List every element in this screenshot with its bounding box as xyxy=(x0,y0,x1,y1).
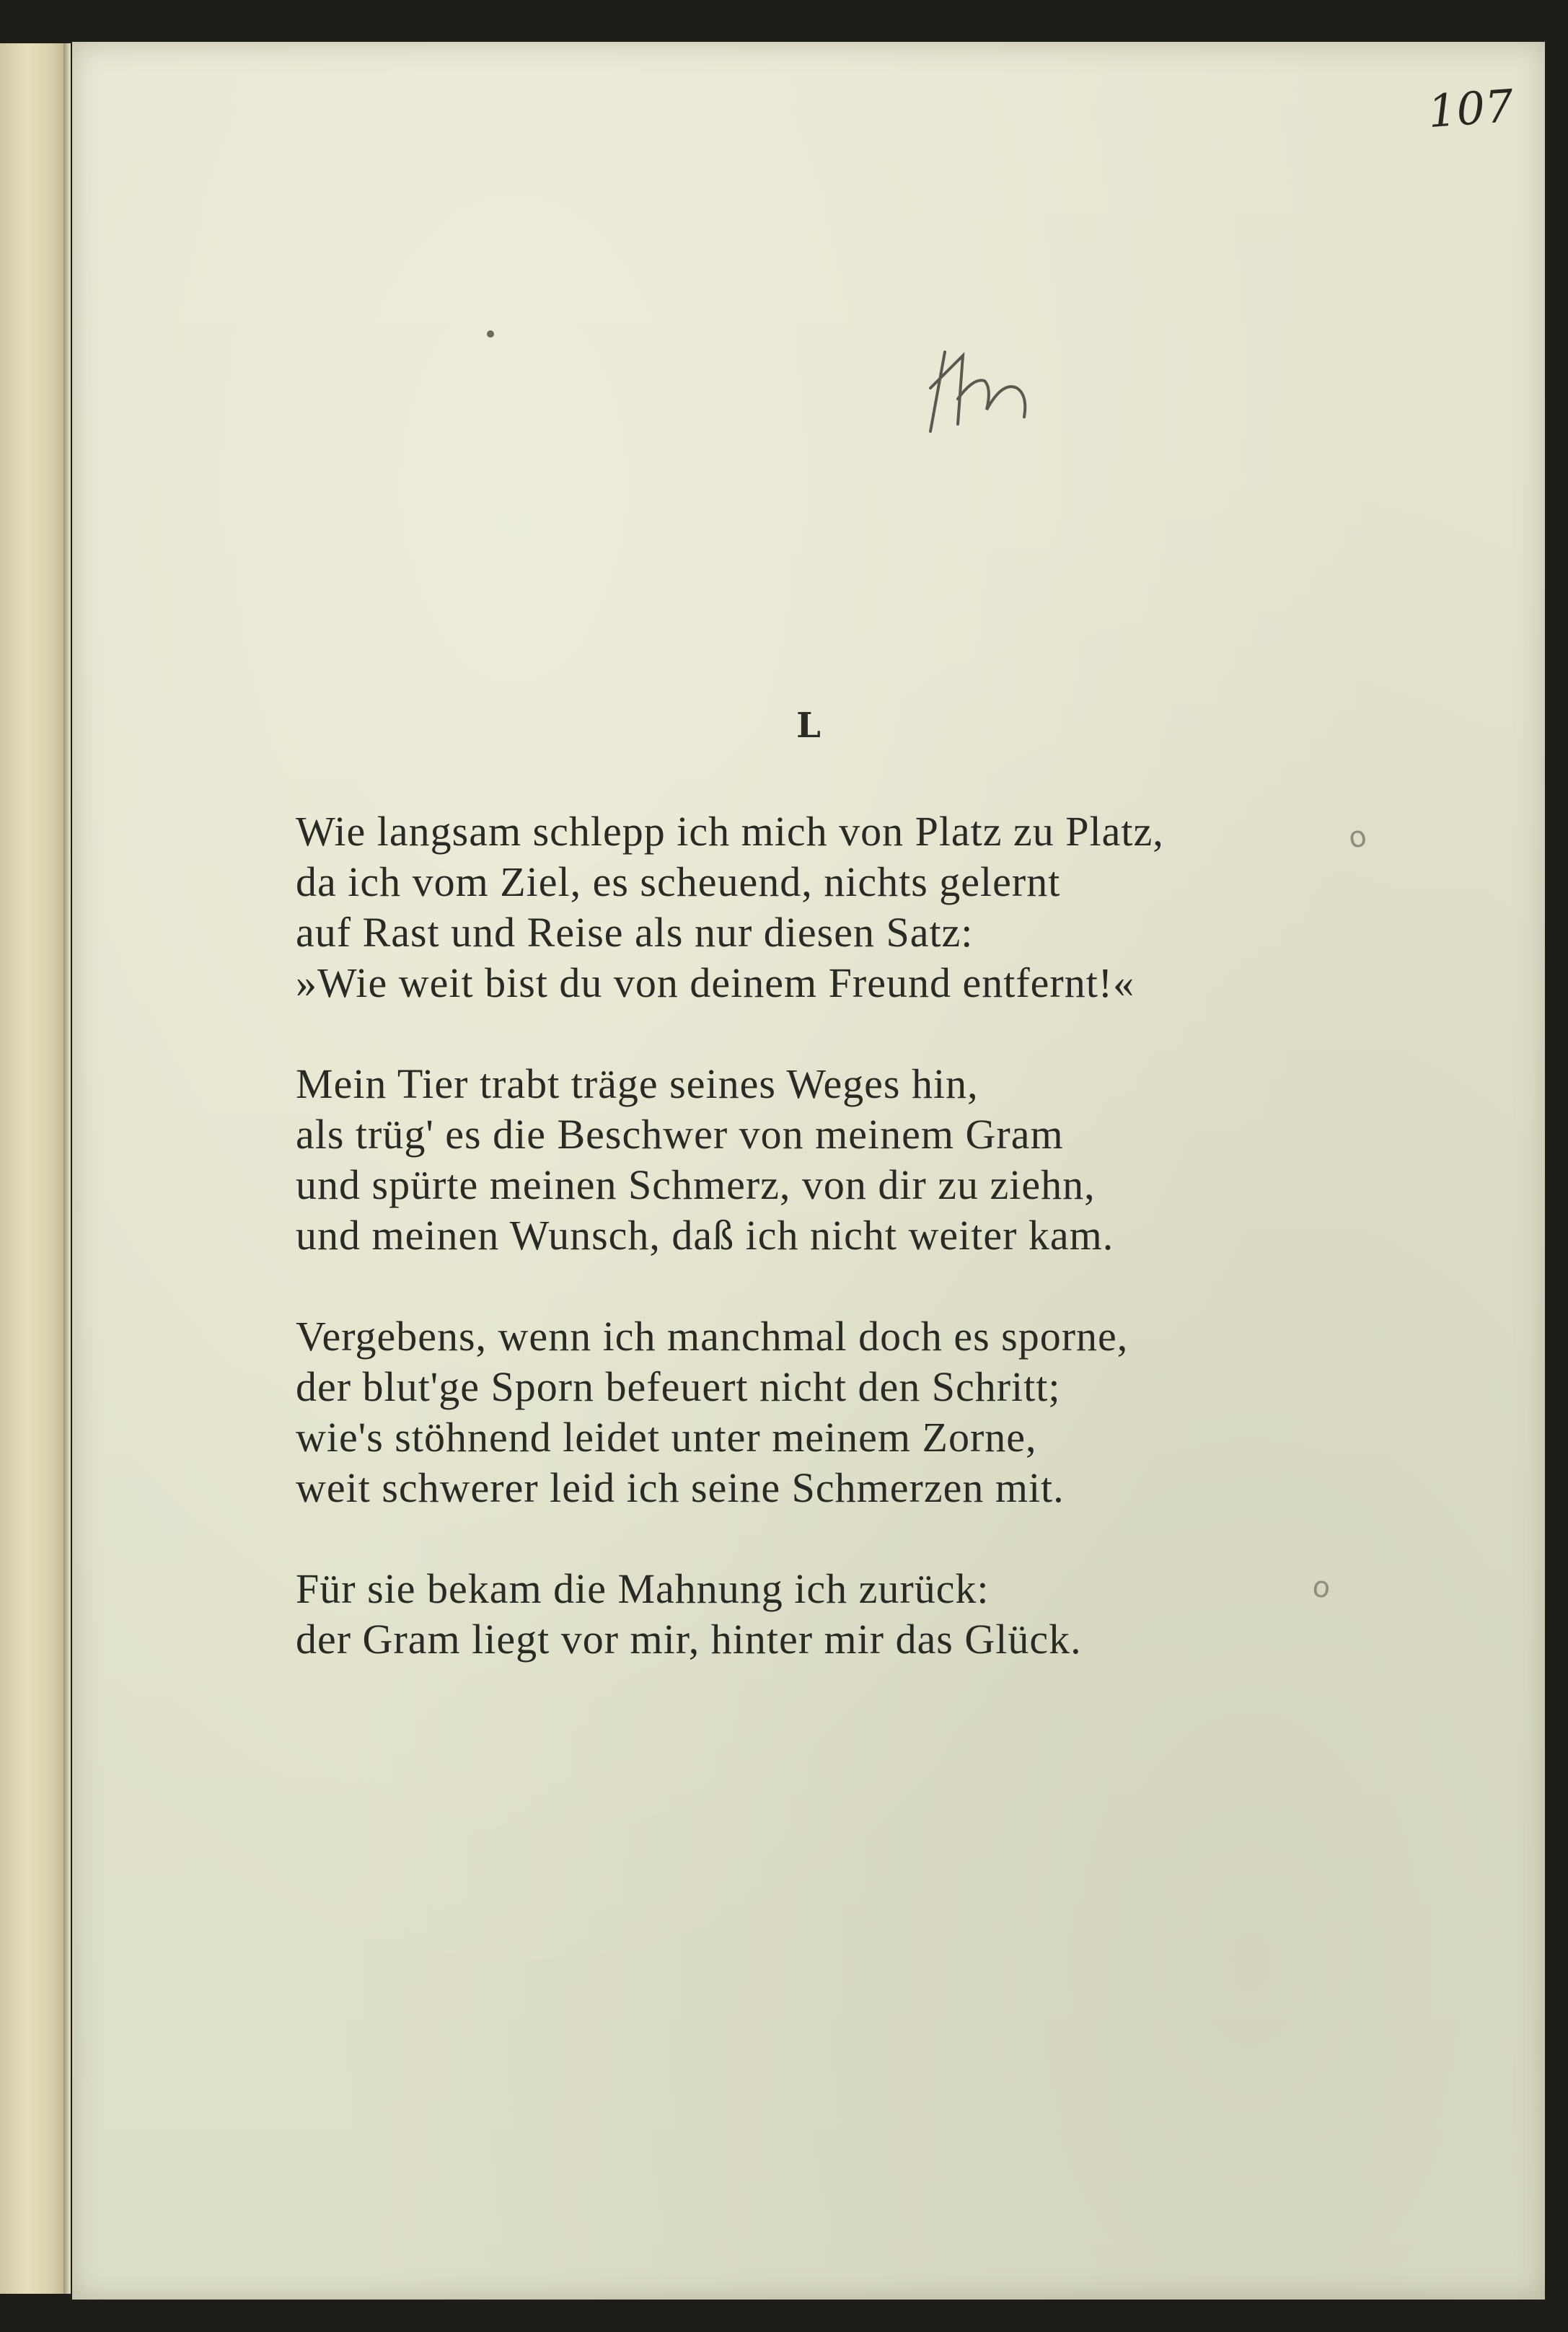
poem-line: Wie langsam schlepp ich mich von Platz zu Platz, xyxy=(296,808,1164,855)
poem-line: als trüg' es die Beschwer von meinem Gram xyxy=(296,1111,1064,1158)
poem-body xyxy=(296,806,1421,1715)
poem-line: der blut'ge Sporn befeuert nicht den Schritt; xyxy=(296,1363,1061,1410)
stanza-4 xyxy=(296,1564,1421,1665)
stanza-3 xyxy=(296,1311,1421,1513)
spine-fold xyxy=(63,43,71,2294)
page-number: 107 xyxy=(1426,79,1515,138)
poem-line: und spürte meinen Schmerz, von dir zu ziehn, xyxy=(296,1161,1096,1208)
stanza-2 xyxy=(296,1059,1421,1261)
pencil-margin-mark: o xyxy=(1346,819,1370,855)
poem-line: wie's stöhnend leidet unter meinem Zorne, xyxy=(296,1414,1037,1461)
poem-line: weit schwerer leid ich seine Schmerzen mit. xyxy=(296,1464,1065,1511)
poem-line: Vergebens, wenn ich manchmal doch es sporne, xyxy=(296,1313,1129,1360)
pencil-margin-mark: o xyxy=(1310,1570,1333,1606)
poem-line: »Wie weit bist du von deinem Freund entfernt!« xyxy=(296,959,1135,1006)
poem-line: Mein Tier trabt träge seines Weges hin, xyxy=(296,1060,979,1107)
poem-line: da ich vom Ziel, es scheuend, nichts gelernt xyxy=(296,858,1061,905)
book-page xyxy=(72,42,1545,2300)
handwritten-initials-icon xyxy=(923,338,1067,446)
stanza-1 xyxy=(296,806,1421,1008)
poem-line: Für sie bekam die Mahnung ich zurück: xyxy=(296,1565,990,1612)
ink-speck xyxy=(487,330,494,338)
book-spine-edge xyxy=(0,43,71,2294)
poem-line: und meinen Wunsch, daß ich nicht weiter kam. xyxy=(296,1212,1114,1259)
poem-line: auf Rast und Reise als nur diesen Satz: xyxy=(296,909,974,956)
poem-line: der Gram liegt vor mir, hinter mir das Glück. xyxy=(296,1616,1082,1663)
chapter-heading: L xyxy=(796,705,821,746)
